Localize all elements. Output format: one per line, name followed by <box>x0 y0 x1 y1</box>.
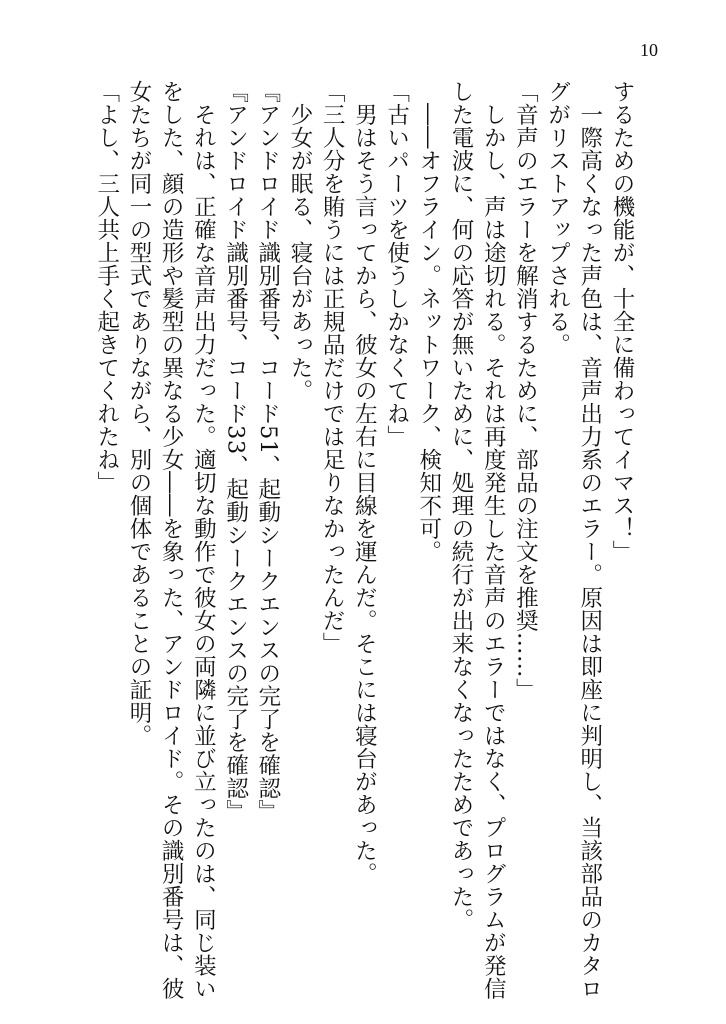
text-line: 『アンドロイド識別番号、コード33、起動シークエンスの完了を確認』 <box>222 80 249 823</box>
text-line: 女たちが同一の型式でありながら、別の個体であることの証明。 <box>125 80 152 747</box>
text-line: それは、正確な音声出力だった。適切な動作で彼女の両隣に並び立ったのは、同じ装い <box>190 80 217 1000</box>
text-line: 『アンドロイド識別番号、コード51、起動シークエンスの完了を確認』 <box>254 80 281 823</box>
text-line: 一際高くなった声色は、音声出力系のエラー。原因は即座に判明し、当該部品のカタロ <box>576 80 603 1000</box>
text-line: 「古いパーツを使うしかなくてね」 <box>383 80 410 448</box>
text-line: ――オフライン。ネットワーク、検知不可。 <box>415 80 442 563</box>
text-line: 男はそう言ってから、彼女の左右に目線を運んだ。そこには寝台があった。 <box>351 80 378 885</box>
text-line: 少女が眠る、寝台があった。 <box>286 80 313 402</box>
text-line: しかし、声は途切れる。それは再度発生した音声のエラーではなく、プログラムが発信 <box>480 80 507 1000</box>
text-line: 「三人分を賄うには正規品だけでは足りなかったんだ」 <box>319 80 346 655</box>
body-text <box>91 80 638 1000</box>
text-line: をした、顔の造形や髪型の異なる少女――を象った、アンドロイド。その識別番号は、彼 <box>158 80 185 1000</box>
page-number: 10 <box>640 40 658 60</box>
text-line: 「音声のエラーを解消するために、部品の注文を推奨……」 <box>512 80 539 701</box>
text-line: するための機能が、十全に備わってイマス！」 <box>609 80 635 563</box>
text-line: した電波に、何の応答が無いために、処理の続行が出来なくなったためであった。 <box>447 80 474 931</box>
text-line: 「よし、三人共上手く起きてくれたね」 <box>93 80 120 494</box>
text-line: グがリストアップされる。 <box>544 80 571 356</box>
